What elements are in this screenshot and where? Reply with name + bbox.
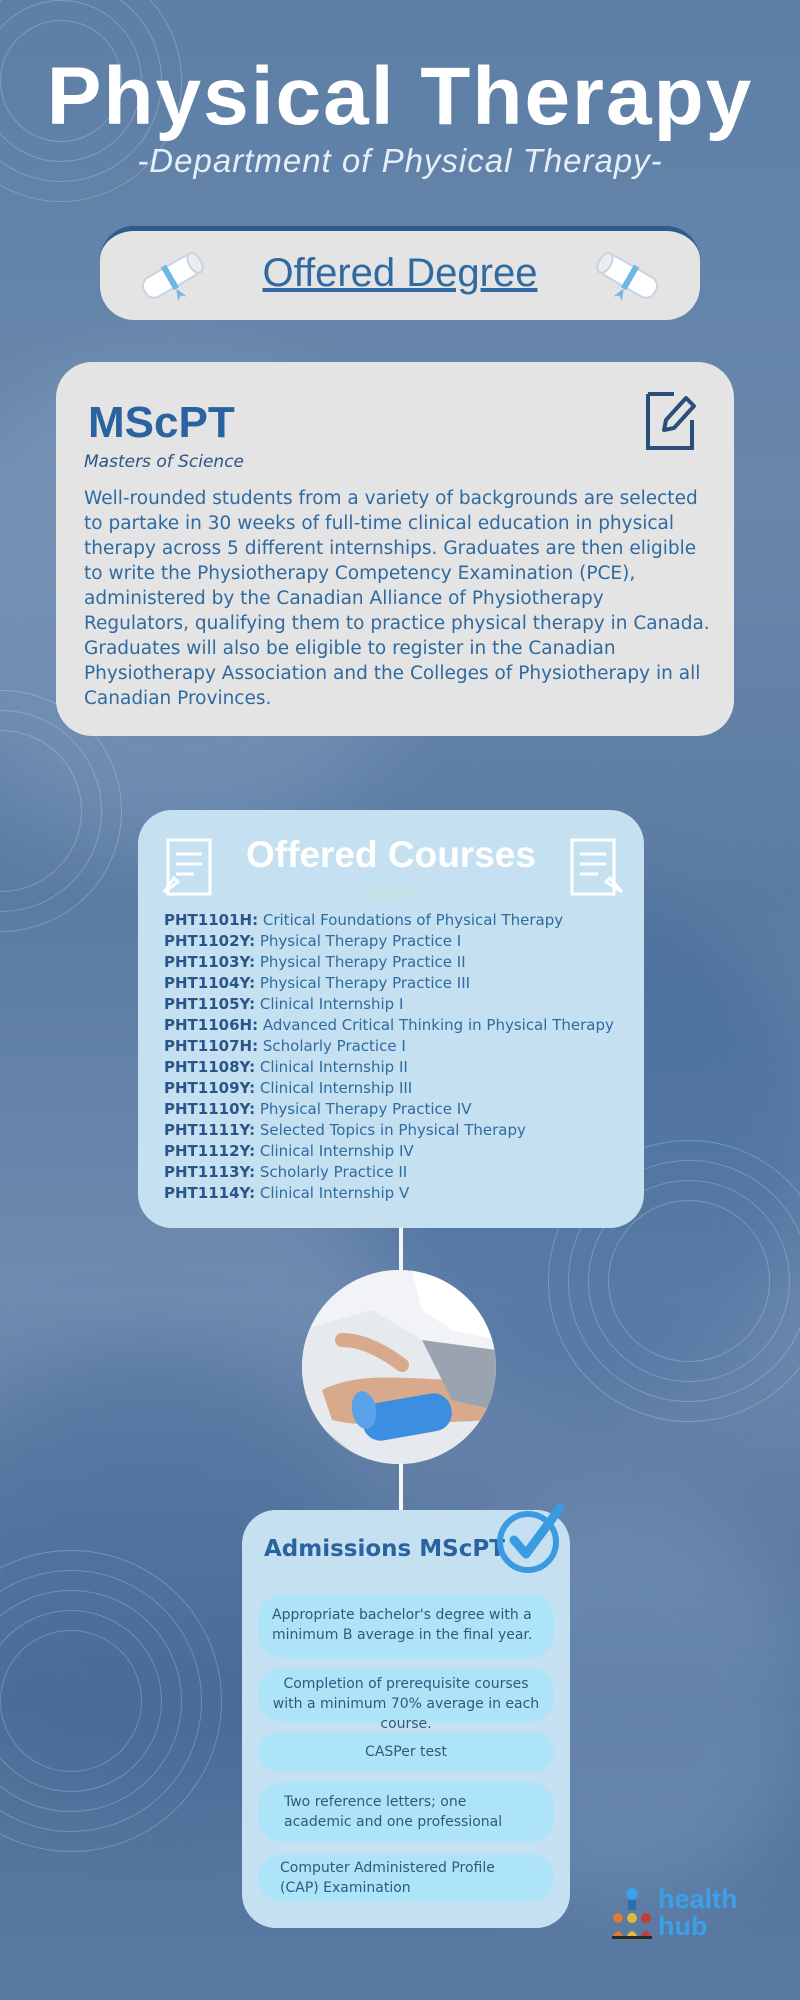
edit-icon (642, 388, 698, 452)
courses-title: Offered Courses (246, 834, 536, 875)
list-item: PHT1112Y: Clinical Internship IV (164, 1142, 414, 1160)
offered-degree-banner (100, 226, 700, 320)
offered-degree-label: Offered Degree (262, 251, 538, 295)
list-item: PHT1113Y: Scholarly Practice II (164, 1163, 408, 1181)
admissions-title: Admissions MScPT (264, 1536, 505, 1562)
diploma-scroll-icon (588, 245, 668, 305)
page-title: Physical Therapy (46, 51, 754, 142)
list-item: PHT1101H: Critical Foundations of Physical Therapy (164, 911, 564, 929)
logo-text: health hub (658, 1884, 738, 1941)
requirement-item: CASPer test (258, 1732, 554, 1772)
courses-card (138, 810, 644, 1228)
admissions-card (242, 1510, 570, 1928)
requirement-item: Appropriate bachelor's degree with a minimum B average in the final year. (258, 1594, 554, 1658)
list-item: PHT1103Y: Physical Therapy Practice II (164, 953, 466, 971)
health-hub-logo (610, 1886, 760, 1944)
list-item: PHT1107H: Scholarly Practice I (164, 1037, 406, 1055)
list-item: PHT1106H: Advanced Critical Thinking in Physical Therapy (164, 1016, 614, 1034)
degree-name: MScPT (88, 398, 235, 447)
physical-therapy-image (302, 1270, 496, 1464)
degree-card (56, 362, 734, 736)
list-item: PHT1105Y: Clinical Internship I (164, 995, 404, 1013)
list-item: PHT1108Y: Clinical Internship II (164, 1058, 408, 1076)
degree-description: Well-rounded students from a variety of backgrounds are selected to partake in 30 weeks of full-time clinical education in physical therapy across 5 different internships. Graduates are then eligible to write the Physiotherapy Competency Examination (PCE), administered by the Canadian Alliance of Physiotherapy Regulators, qualifying them to practice physical therapy in Canada. Graduates will also be eligible to register in the Canadian Physiotherapy Association and the Colleges of Physiotherapy in all Canadian Provinces. (84, 488, 710, 709)
requirement-item: Completion of prerequisite courses with a minimum 70% average in each course. (258, 1668, 554, 1722)
page-subtitle: -Department of Physical Therapy- (137, 142, 663, 179)
requirement-item: Computer Administered Profile (CAP) Examination (258, 1854, 554, 1902)
people-group-icon (610, 1886, 656, 1944)
requirement-item: Two reference letters; one academic and one professional (258, 1782, 554, 1842)
connector-line (399, 1462, 403, 1512)
list-item: PHT1114Y: Clinical Internship V (164, 1184, 410, 1202)
checkmark-icon (496, 1504, 566, 1574)
list-item: PHT1102Y: Physical Therapy Practice I (164, 932, 462, 950)
list-item: PHT1111Y: Selected Topics in Physical Therapy (164, 1121, 526, 1139)
therapy-photo (302, 1270, 496, 1464)
decorative-rings (0, 1550, 200, 2000)
connector-line (399, 1228, 403, 1272)
degree-full-name: Masters of Science (84, 452, 245, 472)
list-item: PHT1109Y: Clinical Internship III (164, 1079, 413, 1097)
list-item: PHT1110Y: Physical Therapy Practice IV (164, 1100, 472, 1118)
list-item: PHT1104Y: Physical Therapy Practice III (164, 974, 471, 992)
courses-faint-label: MScPT (366, 886, 416, 904)
course-list (164, 910, 614, 1204)
